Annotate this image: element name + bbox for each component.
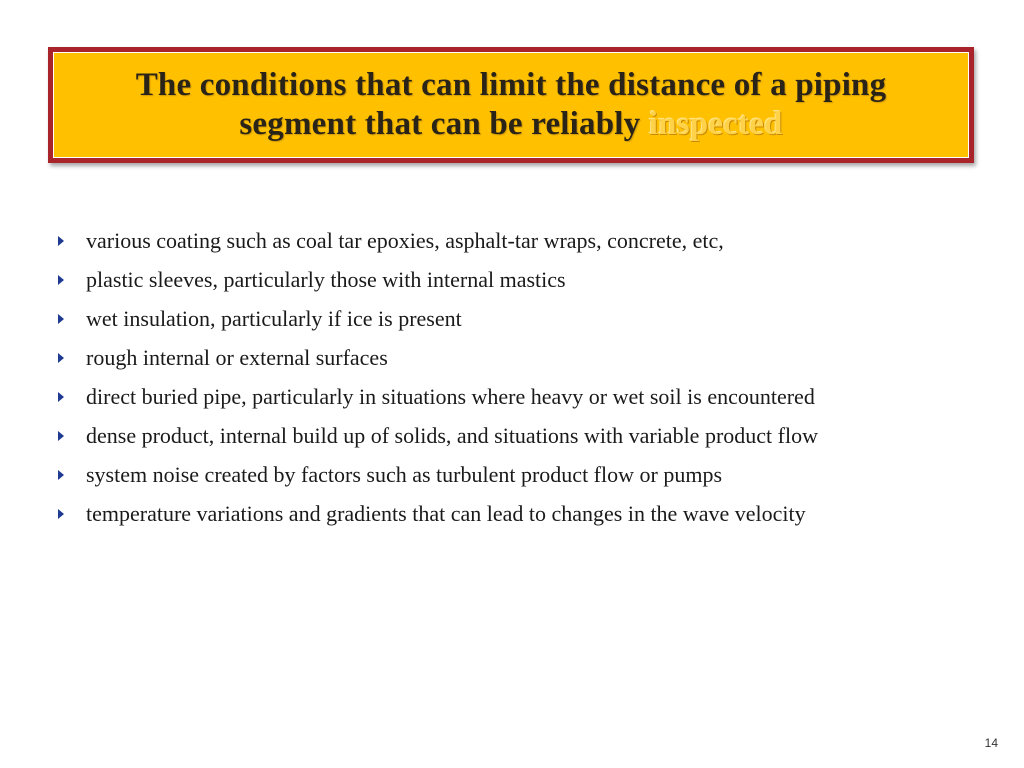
bullet-text: plastic sleeves, particularly those with internal mastics [86, 267, 566, 292]
bullet-text: rough internal or external surfaces [86, 345, 388, 370]
slide-title-line-1: The conditions that can limit the distance of a piping [135, 67, 887, 104]
triangle-bullet-icon [58, 431, 64, 441]
bullet-item [56, 341, 956, 374]
bullet-item [56, 263, 956, 296]
slide-title-line-2 [239, 105, 782, 144]
bullet-text: direct buried pipe, particularly in situations where heavy or wet soil is encountered [86, 384, 815, 409]
triangle-bullet-icon [58, 275, 64, 285]
triangle-bullet-icon [58, 392, 64, 402]
title-panel [53, 52, 969, 158]
bullet-list [56, 224, 956, 536]
bullet-item [56, 302, 956, 335]
triangle-bullet-icon [58, 509, 64, 519]
page-number: 14 [984, 736, 998, 750]
bullet-text: various coating such as coal tar epoxies, asphalt-tar wraps, concrete, etc, [86, 228, 724, 253]
title-banner [48, 47, 974, 163]
triangle-bullet-icon [58, 353, 64, 363]
bullet-text: system noise created by factors such as turbulent product flow or pumps [86, 462, 723, 487]
bullet-item [56, 497, 956, 530]
triangle-bullet-icon [58, 236, 64, 246]
bullet-item [56, 380, 956, 413]
bullet-text: wet insulation, particularly if ice is present [86, 306, 462, 331]
slide-title-line-2-main: segment that can be reliably [239, 106, 649, 142]
bullet-item [56, 419, 956, 452]
bullet-item [56, 224, 956, 257]
bullet-text: temperature variations and gradients that can lead to changes in the wave velocity [86, 501, 806, 526]
bullet-item [56, 458, 956, 491]
triangle-bullet-icon [58, 314, 64, 324]
bullet-text: dense product, internal build up of solids, and situations with variable product flow [86, 423, 818, 448]
triangle-bullet-icon [58, 470, 64, 480]
slide-title-faded-word: inspected [648, 106, 783, 142]
